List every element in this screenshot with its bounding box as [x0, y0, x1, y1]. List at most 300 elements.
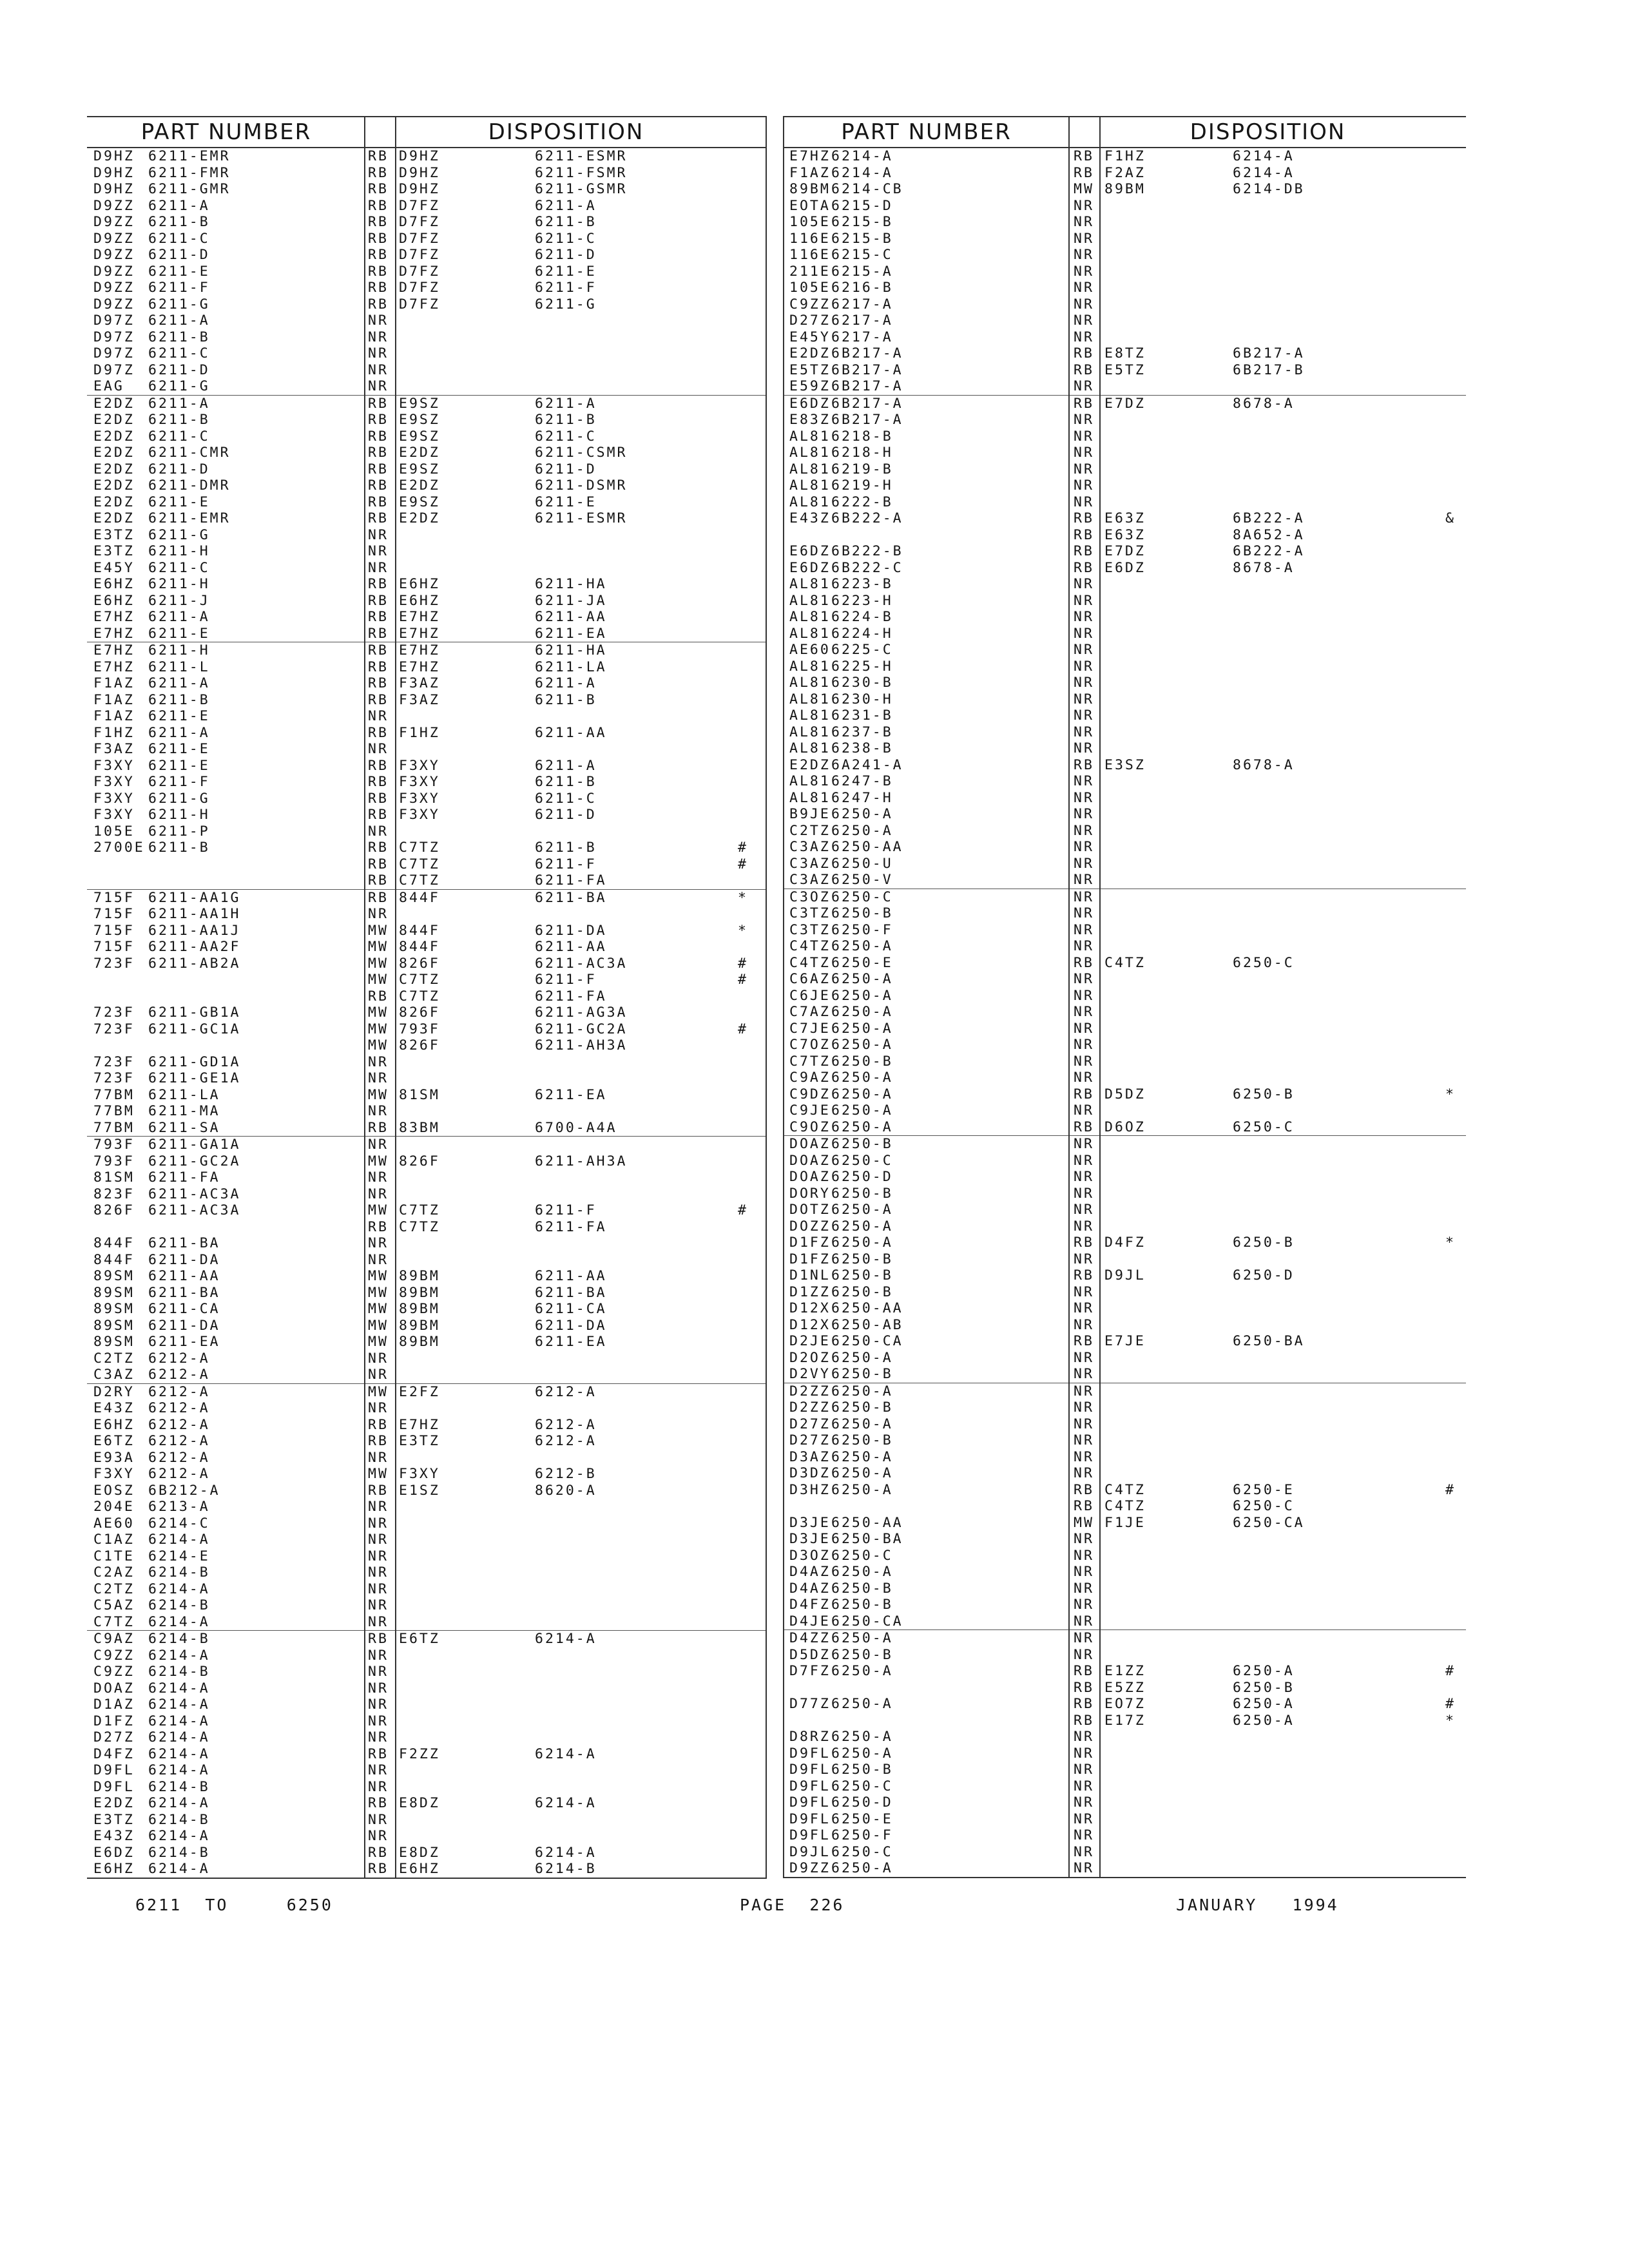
new-part-prefix: [1101, 658, 1233, 675]
disposition-code: NR: [368, 1169, 389, 1186]
old-part-prefix: E83Z: [789, 412, 831, 428]
disposition-code: NR: [1074, 971, 1094, 987]
note-symbol: [738, 1729, 766, 1746]
old-part-prefix: E2DZ: [93, 461, 135, 477]
old-part-prefix: D8RZ: [789, 1729, 831, 1745]
disposition-code: NR: [1074, 1794, 1094, 1811]
old-part-prefix: C4TZ: [789, 954, 831, 971]
table-row: [87, 148, 767, 165]
note-symbol: [738, 378, 766, 395]
note-symbol: [738, 725, 766, 742]
note-symbol: [738, 1004, 766, 1021]
old-part-number: 6B222-B: [831, 543, 903, 559]
new-part-number: [1233, 609, 1445, 626]
note-symbol: [1445, 1153, 1466, 1169]
note-symbol: [738, 1648, 766, 1664]
note-symbol: [1445, 1186, 1466, 1202]
old-part-prefix: AL81: [789, 494, 831, 510]
note-symbol: [738, 165, 766, 182]
table-row: [87, 1235, 767, 1252]
old-part-prefix: F1AZ: [93, 691, 135, 708]
new-part-prefix: [1101, 790, 1233, 807]
old-part-prefix: E2DZ: [93, 428, 135, 445]
note-symbol: [1445, 1680, 1466, 1696]
new-part-prefix: C4TZ: [1104, 1498, 1146, 1514]
new-part-prefix: [1101, 1548, 1233, 1564]
new-part-prefix: E3TZ: [399, 1433, 440, 1449]
old-part-number: 6214-B: [148, 1778, 210, 1795]
old-part-prefix: C2TZ: [93, 1581, 135, 1597]
new-part-number: [1233, 740, 1445, 757]
new-part-number: [1233, 1251, 1445, 1268]
note-symbol: [738, 412, 766, 428]
old-part-prefix: 89SM: [93, 1268, 135, 1284]
old-part-number: 6219-H: [831, 477, 893, 494]
disposition-code: NR: [1074, 658, 1094, 675]
note-symbol: [738, 1350, 766, 1367]
new-part-prefix: D9HZ: [399, 148, 440, 164]
table-row: [87, 231, 767, 247]
table-row: [783, 1482, 1466, 1499]
disposition-code: RB: [1074, 1086, 1094, 1102]
old-part-prefix: 793F: [93, 1153, 135, 1169]
old-part-prefix: E2DZ: [93, 477, 135, 494]
table-row: [87, 1417, 767, 1434]
new-part-prefix: [1101, 1531, 1233, 1548]
new-part-prefix: [1101, 1383, 1233, 1400]
new-part-number: 6211-A: [535, 675, 597, 691]
new-part-prefix: E5ZZ: [1104, 1679, 1146, 1696]
new-part-prefix: [1101, 609, 1233, 626]
old-part-prefix: F1AZ: [789, 164, 831, 181]
new-part-prefix: [395, 1581, 535, 1598]
new-part-number: [1233, 1004, 1445, 1021]
new-part-number: 6211-AA: [535, 939, 607, 955]
new-part-prefix: E8DZ: [399, 1795, 440, 1811]
new-part-number: [1233, 1564, 1445, 1581]
new-part-number: [535, 1400, 738, 1417]
old-part-number: 6250-A: [831, 1564, 893, 1580]
note-symbol: [1445, 231, 1466, 247]
table-row: [783, 988, 1466, 1004]
old-part-prefix: E43Z: [93, 1400, 135, 1416]
old-part-number: 6250-AA: [831, 1514, 903, 1531]
note-symbol: [1445, 806, 1466, 823]
old-part-number: [831, 527, 1070, 544]
disposition-code: MW: [368, 1153, 389, 1169]
disposition-code: NR: [368, 345, 389, 361]
old-part-prefix: [87, 988, 148, 1005]
old-part-number: [148, 972, 364, 988]
table-row: [87, 510, 767, 527]
new-part-prefix: [1101, 280, 1233, 296]
new-part-number: 6211-EA: [535, 1334, 607, 1350]
old-part-number: 6224-H: [831, 625, 893, 642]
disposition-code: NR: [1074, 592, 1094, 609]
new-part-prefix: [395, 345, 535, 362]
new-part-number: 6211-B: [535, 214, 597, 230]
old-part-number: 6250-A: [831, 1416, 893, 1432]
old-part-prefix: F1HZ: [93, 724, 135, 741]
new-part-number: 6211-B: [535, 774, 597, 790]
old-part-prefix: C7JE: [789, 1020, 831, 1037]
new-part-number: 6211-AH3A: [535, 1153, 628, 1169]
old-part-number: [148, 1037, 364, 1054]
disposition-code: NR: [368, 1548, 389, 1564]
table-row: [783, 1696, 1466, 1713]
new-part-prefix: [1101, 1860, 1233, 1877]
right-disposition-heading: DISPOSITION: [1190, 119, 1346, 145]
old-part-number: 6211-A: [148, 609, 210, 625]
new-part-prefix: [1101, 445, 1233, 461]
old-part-prefix: DOAZ: [789, 1169, 831, 1185]
new-part-number: [1233, 1021, 1445, 1037]
old-part-prefix: AL81: [789, 445, 831, 461]
disposition-code: NR: [1074, 461, 1094, 477]
note-symbol: [1445, 329, 1466, 346]
new-part-number: [535, 312, 738, 329]
table-row: [87, 1664, 767, 1680]
new-part-number: [1233, 1366, 1445, 1383]
disposition-code: NR: [1074, 1811, 1094, 1827]
disposition-code: RB: [368, 625, 389, 642]
new-part-number: 6211-G: [535, 296, 597, 312]
left-table-header: [87, 117, 767, 148]
old-part-prefix: E6DZ: [93, 1844, 135, 1861]
new-part-number: [1233, 1762, 1445, 1778]
new-part-number: 8678-A: [1233, 559, 1295, 576]
old-part-prefix: [783, 1713, 831, 1729]
new-part-number: 6211-C: [535, 230, 597, 247]
note-symbol: [738, 1812, 766, 1829]
note-symbol: [1445, 1267, 1466, 1284]
disposition-code: RB: [1074, 361, 1094, 378]
new-part-prefix: [395, 1499, 535, 1515]
old-part-number: 6250-A: [831, 1663, 893, 1679]
new-part-number: [1233, 790, 1445, 807]
note-symbol: *: [1445, 1235, 1456, 1251]
old-part-prefix: [87, 872, 148, 889]
old-part-number: 6211-LA: [148, 1086, 220, 1103]
disposition-code: NR: [1074, 263, 1094, 280]
table-row: [783, 181, 1466, 198]
disposition-code: NR: [1074, 1860, 1094, 1876]
new-part-prefix: 89BM: [399, 1301, 440, 1317]
note-symbol: [738, 1087, 766, 1104]
disposition-code: RB: [368, 642, 389, 658]
old-part-number: 6214-B: [148, 1664, 210, 1680]
old-part-number: 6B212-A: [148, 1482, 220, 1499]
new-part-number: 6214-B: [535, 1861, 597, 1877]
old-part-number: 6211-A: [148, 197, 210, 214]
table-row: [87, 890, 767, 907]
new-part-number: 6211-B: [535, 412, 597, 428]
note-symbol: [1445, 1465, 1466, 1482]
new-part-number: 6211-B: [535, 691, 597, 708]
old-part-prefix: 116E: [789, 247, 831, 263]
old-part-prefix: E2DZ: [93, 510, 135, 526]
note-symbol: [1445, 1498, 1466, 1515]
table-row: [87, 247, 767, 264]
new-part-prefix: [1101, 1745, 1233, 1762]
old-part-number: 6250-A: [831, 1235, 893, 1251]
new-part-prefix: D7FZ: [399, 214, 440, 230]
disposition-code: RB: [1074, 510, 1094, 526]
note-symbol: [1445, 1729, 1466, 1745]
new-part-number: 6250-A: [1233, 1712, 1295, 1729]
new-part-number: 6211-AH3A: [535, 1037, 628, 1053]
disposition-code: NR: [1074, 1300, 1094, 1316]
old-part-number: [831, 1498, 1070, 1515]
new-part-number: 6700-A4A: [535, 1119, 617, 1136]
note-symbol: [1445, 905, 1466, 922]
new-part-prefix: E6HZ: [399, 576, 440, 592]
old-part-number: 6211-D: [148, 461, 210, 477]
disposition-code: MW: [368, 1284, 389, 1301]
old-part-prefix: AL81: [789, 625, 831, 642]
new-part-prefix: D7FZ: [399, 296, 440, 312]
new-part-prefix: [395, 1054, 535, 1071]
disposition-code: NR: [1074, 740, 1094, 756]
note-symbol: [738, 1779, 766, 1796]
note-symbol: [1445, 1597, 1466, 1613]
disposition-code: RB: [368, 296, 389, 312]
new-part-number: [1233, 922, 1445, 939]
disposition-code: NR: [368, 1729, 389, 1745]
new-part-prefix: [1101, 1350, 1233, 1367]
old-part-number: 6211-GA1A: [148, 1137, 241, 1153]
table-row: [87, 1779, 767, 1796]
note-symbol: [1445, 1070, 1466, 1086]
old-part-prefix: 204E: [93, 1499, 135, 1515]
note-symbol: [738, 1795, 766, 1812]
note-symbol: [738, 494, 766, 511]
disposition-code: NR: [1074, 872, 1094, 888]
old-part-prefix: 105E: [789, 214, 831, 230]
table-row: [87, 1186, 767, 1203]
note-symbol: [1445, 1416, 1466, 1433]
new-part-number: [535, 1235, 738, 1252]
note-symbol: #: [738, 972, 748, 988]
disposition-code: NR: [1074, 1020, 1094, 1037]
new-part-prefix: F1HZ: [399, 724, 440, 741]
note-symbol: [738, 1828, 766, 1845]
disposition-code: RB: [1074, 395, 1094, 412]
old-part-prefix: 823F: [93, 1186, 135, 1202]
disposition-code: NR: [1074, 247, 1094, 263]
new-part-prefix: [395, 1812, 535, 1829]
new-part-number: [1233, 1416, 1445, 1433]
note-symbol: [738, 1400, 766, 1417]
disposition-code: RB: [368, 774, 389, 790]
new-part-number: [1233, 889, 1445, 906]
table-row: [87, 312, 767, 329]
old-part-prefix: D27Z: [93, 1729, 135, 1745]
old-part-number: 6250-A: [831, 1020, 893, 1037]
note-symbol: #: [738, 1202, 748, 1218]
new-part-prefix: E7DZ: [1104, 543, 1146, 559]
new-part-prefix: E1ZZ: [1104, 1663, 1146, 1679]
note-symbol: [738, 1581, 766, 1598]
old-part-number: 6213-A: [148, 1499, 210, 1515]
disposition-code: NR: [1074, 707, 1094, 724]
left-disposition-heading: DISPOSITION: [488, 119, 644, 145]
new-part-number: [1233, 1202, 1445, 1218]
disposition-code: NR: [1074, 938, 1094, 954]
old-part-prefix: C7OZ: [789, 1037, 831, 1053]
note-symbol: [1445, 1630, 1466, 1647]
note-symbol: [1445, 658, 1466, 675]
new-part-number: [535, 1581, 738, 1598]
new-part-number: [535, 378, 738, 395]
disposition-code: RB: [1074, 164, 1094, 181]
old-part-number: 6B217-A: [831, 361, 903, 378]
old-part-prefix: E5TZ: [789, 361, 831, 378]
new-part-prefix: [1101, 1251, 1233, 1268]
table-row: [783, 658, 1466, 675]
new-part-number: 6250-C: [1233, 954, 1295, 971]
new-part-prefix: [1101, 1153, 1233, 1169]
table-row: [87, 1812, 767, 1829]
new-part-prefix: [1101, 1630, 1233, 1647]
old-part-prefix: C3AZ: [789, 855, 831, 872]
new-part-number: [1233, 773, 1445, 790]
old-part-number: 6211-H: [148, 576, 210, 592]
note-symbol: [738, 329, 766, 346]
old-part-number: 6212-A: [148, 1383, 210, 1400]
new-part-prefix: [1101, 872, 1233, 889]
old-part-number: 6211-D: [148, 247, 210, 263]
old-part-number: 6214-A: [148, 1745, 210, 1762]
note-symbol: [1445, 707, 1466, 724]
table-row: [87, 1515, 767, 1532]
disposition-code: NR: [1074, 312, 1094, 329]
table-row: [783, 642, 1466, 658]
new-part-prefix: [395, 1713, 535, 1730]
disposition-code: NR: [368, 1367, 389, 1383]
disposition-code: RB: [368, 247, 389, 263]
note-symbol: *: [1445, 1086, 1456, 1102]
new-part-prefix: [1101, 1186, 1233, 1202]
new-part-number: [535, 1664, 738, 1680]
disposition-code: MW: [368, 955, 389, 972]
old-part-prefix: 81SM: [93, 1169, 135, 1186]
new-part-number: [535, 1680, 738, 1697]
old-part-number: 6211-EMR: [148, 148, 231, 164]
new-part-prefix: [1101, 988, 1233, 1004]
note-symbol: [738, 1103, 766, 1120]
new-part-prefix: F3XY: [399, 1466, 440, 1482]
new-part-prefix: [1101, 1366, 1233, 1383]
new-part-prefix: [1101, 1053, 1233, 1070]
old-part-number: 6211-D: [148, 361, 210, 378]
old-part-number: 6214-A: [831, 164, 893, 181]
new-part-number: [535, 1614, 738, 1631]
old-part-prefix: C9AZ: [93, 1631, 135, 1647]
new-part-prefix: E7HZ: [399, 658, 440, 675]
new-part-number: [1233, 1745, 1445, 1762]
left-table-rows: [87, 148, 767, 1878]
old-part-prefix: D9FL: [789, 1778, 831, 1794]
note-symbol: [738, 1169, 766, 1186]
note-symbol: [738, 741, 766, 758]
table-row: [87, 181, 767, 198]
old-part-prefix: E6HZ: [93, 592, 135, 609]
new-part-prefix: E9SZ: [399, 428, 440, 445]
old-part-prefix: E93A: [93, 1449, 135, 1466]
table-row: [783, 1350, 1466, 1367]
note-symbol: [1445, 790, 1466, 807]
old-part-prefix: AL81: [789, 428, 831, 445]
disposition-code: RB: [1074, 1481, 1094, 1498]
old-part-prefix: DOAZ: [789, 1136, 831, 1152]
new-part-number: [1233, 214, 1445, 231]
new-part-number: [1233, 412, 1445, 428]
note-symbol: [738, 1614, 766, 1631]
old-part-number: 6250-A: [831, 1729, 893, 1745]
new-part-prefix: [1101, 296, 1233, 313]
old-part-number: 6B217-A: [831, 378, 903, 394]
new-part-number: [535, 1137, 738, 1153]
new-part-prefix: [1101, 1564, 1233, 1581]
disposition-code: NR: [368, 1647, 389, 1664]
table-row: [783, 1680, 1466, 1696]
old-part-prefix: D4AZ: [789, 1564, 831, 1580]
disposition-code: NR: [1074, 445, 1094, 461]
table-row: [87, 758, 767, 774]
old-part-number: 6214-CB: [831, 181, 903, 197]
old-part-number: 6250-A: [831, 1349, 893, 1366]
old-part-number: 6211-DA: [148, 1251, 220, 1268]
note-symbol: [738, 642, 766, 659]
old-part-prefix: E7HZ: [93, 658, 135, 675]
table-row: [783, 1449, 1466, 1466]
old-part-number: 6212-A: [148, 1466, 210, 1482]
new-part-number: 8620-A: [535, 1482, 597, 1499]
new-part-prefix: C7TZ: [399, 1218, 440, 1235]
note-symbol: [738, 1631, 766, 1648]
new-part-number: [535, 906, 738, 923]
old-part-prefix: E7HZ: [93, 625, 135, 642]
note-symbol: [738, 510, 766, 527]
old-part-prefix: E45Y: [789, 329, 831, 345]
old-part-prefix: D9ZZ: [93, 230, 135, 247]
disposition-code: RB: [368, 757, 389, 774]
note-symbol: [1445, 1004, 1466, 1021]
note-symbol: [738, 1450, 766, 1466]
old-part-number: 6250-A: [831, 938, 893, 954]
note-symbol: [738, 609, 766, 626]
new-part-number: [1233, 593, 1445, 610]
table-row: [87, 1746, 767, 1763]
new-part-prefix: E6DZ: [1104, 559, 1146, 576]
note-symbol: [1445, 396, 1466, 412]
new-part-prefix: [1101, 477, 1233, 494]
new-part-prefix: C4TZ: [1104, 1481, 1146, 1498]
new-part-number: [535, 1515, 738, 1532]
table-row: [87, 725, 767, 742]
note-symbol: [1445, 1548, 1466, 1564]
new-part-number: [1233, 823, 1445, 840]
table-row: [87, 543, 767, 560]
table-row: [87, 1696, 767, 1713]
new-part-prefix: [1101, 1021, 1233, 1037]
new-part-number: [1233, 461, 1445, 478]
note-symbol: [738, 576, 766, 593]
disposition-code: NR: [368, 1070, 389, 1086]
disposition-code: NR: [368, 361, 389, 378]
old-part-prefix: E2DZ: [93, 412, 135, 428]
